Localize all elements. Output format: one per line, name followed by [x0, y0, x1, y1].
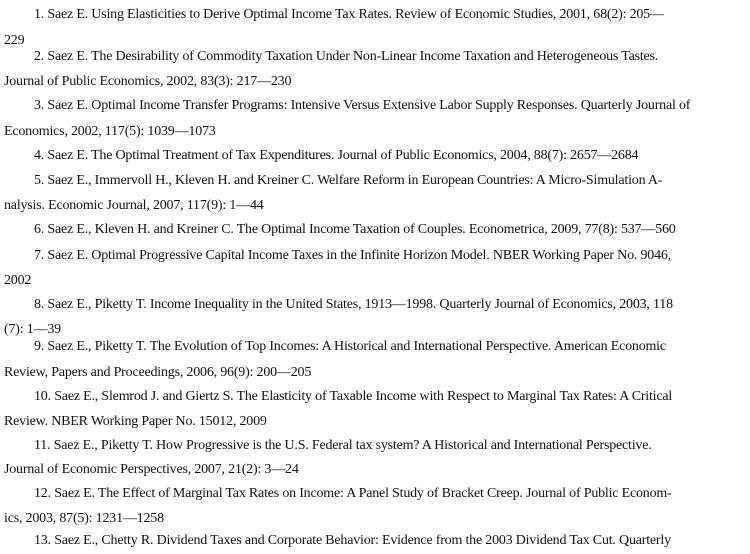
reference-text: Saez E. Optimal Income Transfer Programs: Intensive Versus Extensive Labor Supply Responses. Quarterly Journal of [47, 98, 691, 113]
reference-entry [34, 437, 652, 455]
reference-text: Saez E., Piketty T. Income Inequality in the United States, 1913—1998. Quarterly Journal of Economics, 2003, 118 [47, 297, 673, 312]
reference-entry-continued [4, 32, 24, 50]
reference-text: 229 [4, 33, 25, 48]
reference-number: 2. [34, 49, 45, 64]
reference-entry [34, 388, 672, 406]
reference-text: 2002 [4, 273, 32, 288]
reference-number: 12. [34, 486, 51, 501]
reference-text: Saez E. The Desirability of Commodity Taxation Under Non-Linear Income Taxation and Heterogeneous Tastes. [47, 49, 659, 64]
reference-entry [34, 172, 662, 190]
reference-text: Saez E. The Optimal Treatment of Tax Expenditures. Journal of Public Economics, 2004, 88(7): 2657—2684 [47, 148, 639, 163]
reference-entry [34, 6, 664, 24]
reference-entry-continued [4, 197, 264, 215]
reference-entry-continued [4, 364, 311, 382]
reference-number: 6. [34, 222, 45, 237]
reference-text: Saez E., Piketty T. How Progressive is the U.S. Federal tax system? A Historical and International Perspective. [53, 438, 652, 453]
reference-entry-continued [4, 272, 31, 290]
reference-text: Saez E., Slemrod J. and Giertz S. The Elasticity of Taxable Income with Respect to Marginal Tax Rates: A Critical [54, 389, 673, 404]
reference-number: 11. [34, 438, 51, 453]
reference-entry [34, 485, 672, 503]
reference-entry [34, 221, 676, 239]
reference-entry [34, 296, 673, 314]
reference-entry [34, 97, 690, 115]
reference-number: 13. [34, 533, 51, 548]
reference-text: Review, Papers and Proceedings, 2006, 96(9): 200—205 [4, 365, 312, 380]
reference-entry-continued [4, 510, 164, 528]
reference-entry-continued [4, 321, 61, 339]
reference-entry [34, 147, 638, 165]
reference-text: Saez E., Immervoll H., Kleven H. and Kreiner C. Welfare Reform in European Countries: A Micro-Simulation A- [47, 173, 663, 188]
reference-entry [34, 532, 671, 550]
reference-number: 4. [34, 148, 45, 163]
reference-entry [34, 338, 666, 356]
reference-text: Journal of Public Economics, 2002, 83(3): 217—230 [4, 74, 292, 89]
reference-entry [34, 247, 671, 265]
reference-number: 7. [34, 248, 45, 263]
reference-text: Saez E., Piketty T. The Evolution of Top Incomes: A Historical and International Perspective. American Economic [47, 339, 666, 354]
reference-entry-continued [4, 73, 291, 91]
reference-text: Saez E. The Effect of Marginal Tax Rates on Income: A Panel Study of Bracket Creep. Journal of Public Econom- [54, 486, 672, 501]
reference-text: nalysis. Economic Journal, 2007, 117(9): 1—44 [4, 198, 264, 213]
reference-text: Review. NBER Working Paper No. 15012, 2009 [4, 414, 267, 429]
reference-number: 9. [34, 339, 45, 354]
reference-text: (7): 1—39 [4, 322, 61, 337]
reference-text: Saez E. Optimal Progressive Capital Income Taxes in the Infinite Horizon Model. NBER Working Paper No. 9046, [47, 248, 671, 263]
reference-number: 5. [34, 173, 45, 188]
reference-entry-continued [4, 461, 299, 479]
reference-number: 3. [34, 98, 45, 113]
reference-number: 1. [34, 7, 45, 22]
reference-text: Economics, 2002, 117(5): 1039—1073 [4, 124, 216, 139]
reference-number: 10. [34, 389, 51, 404]
reference-text: Saez E. Using Elasticities to Derive Optimal Income Tax Rates. Review of Economic Studies, 2001, 68(2): 205— [47, 7, 664, 22]
reference-entry-continued [4, 123, 216, 141]
reference-entry [34, 48, 658, 66]
reference-entry-continued [4, 413, 267, 431]
reference-number: 8. [34, 297, 45, 312]
reference-text: Saez E., Chetty R. Dividend Taxes and Corporate Behavior: Evidence from the 2003 Dividend Tax Cut. Quarterly [54, 533, 671, 548]
reference-text: Saez E., Kleven H. and Kreiner C. The Optimal Income Taxation of Couples. Econometrica, 2009, 77(8): 537—560 [47, 222, 676, 237]
reference-text: ics, 2003, 87(5): 1231—1258 [4, 511, 164, 526]
reference-text: Journal of Economic Perspectives, 2007, 21(2): 3—24 [4, 462, 299, 477]
